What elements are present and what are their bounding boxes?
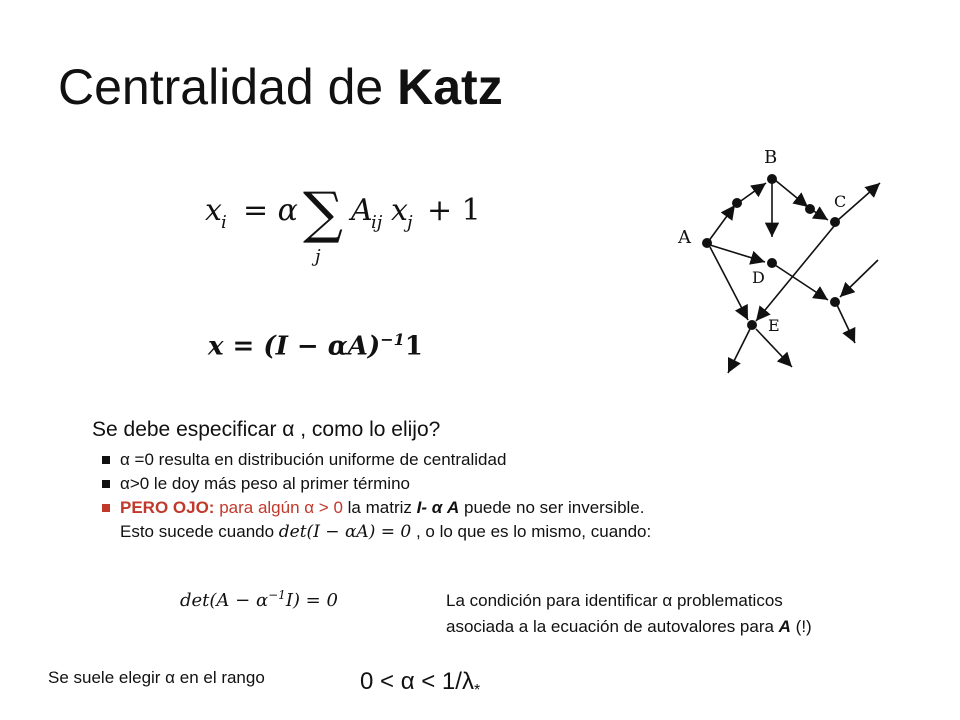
edge-n1-b xyxy=(738,183,766,203)
eq-equals-alpha: = α xyxy=(243,193,298,228)
bullet-warning xyxy=(102,496,651,520)
node-c xyxy=(830,217,840,227)
condition-line2-bold: A xyxy=(778,617,791,636)
matrix-form-one: 1 xyxy=(404,331,423,362)
eq-lhs: x xyxy=(205,193,222,228)
condition-line2-post: (!) xyxy=(790,617,812,636)
det-main: det(A − α xyxy=(180,590,269,611)
node-d xyxy=(767,258,777,268)
katz-sum-equation xyxy=(205,170,505,270)
warning-line2-math: det(I − αA) = 0 xyxy=(278,522,412,542)
warning-tail: puede no ser inversible. xyxy=(459,498,645,517)
label-b: B xyxy=(764,147,778,168)
title-bold: Katz xyxy=(397,59,503,115)
condition-line2 xyxy=(446,614,812,640)
matrix-form-equation xyxy=(208,330,423,362)
edge-d-n3 xyxy=(775,265,828,300)
edge-in-n3 xyxy=(840,260,878,297)
range-main: 0 < α < 1/λ xyxy=(360,668,474,695)
warning-middle: la matriz xyxy=(342,498,417,517)
intro-text: Se debe especificar α , como lo elijo? xyxy=(92,418,441,441)
edge-a-n1 xyxy=(708,205,735,242)
title-normal: Centralidad de xyxy=(58,59,398,115)
warning-bold: PERO OJO: xyxy=(120,498,215,517)
eq-term2: x xyxy=(391,193,408,228)
node-n3 xyxy=(830,297,840,307)
edge-e-out1 xyxy=(728,329,750,373)
edge-a-e xyxy=(710,247,748,320)
condition-line1: La condición para identificar α problematicos xyxy=(446,591,783,610)
det-tail: I) = 0 xyxy=(285,590,338,611)
node-e xyxy=(747,320,757,330)
eq-term-sub: ij xyxy=(371,212,383,233)
matrix-form-exp: −1 xyxy=(380,330,405,349)
edge-a-d xyxy=(710,245,765,262)
det-exp: −1 xyxy=(268,588,286,602)
label-a: A xyxy=(678,227,691,248)
eq-tail: + 1 xyxy=(427,193,481,228)
label-d: D xyxy=(752,268,765,287)
node-a xyxy=(702,238,712,248)
label-c: C xyxy=(834,192,847,211)
warning-line2 xyxy=(102,520,651,544)
label-e: E xyxy=(768,316,780,335)
bullet-item: α =0 resulta en distribución uniforme de centralidad xyxy=(102,448,651,472)
node-n1 xyxy=(732,198,742,208)
node-n2 xyxy=(805,204,815,214)
node-b xyxy=(767,174,777,184)
edge-n2-c xyxy=(812,210,828,220)
warning-line2-pre: Esto sucede cuando xyxy=(120,522,279,541)
eq-term2-sub: j xyxy=(407,212,413,233)
network-diagram xyxy=(660,135,910,385)
matrix-form-main: x = (I − αA) xyxy=(208,331,381,362)
det-condition-equation xyxy=(180,588,338,611)
edge-n3-out xyxy=(837,305,855,343)
slide-title xyxy=(58,59,503,115)
eq-sigma: ∑ xyxy=(303,181,343,246)
condition-line2-pre: asociada a la ecuación de autovalores para xyxy=(446,617,779,636)
range-label: Se suele elegir α en el rango xyxy=(48,668,265,687)
condition-note xyxy=(446,588,812,640)
eq-sigma-sub: j xyxy=(315,246,321,267)
warning-red-text: para algún α > 0 xyxy=(214,498,343,517)
range-expression xyxy=(360,668,480,700)
bullet-list xyxy=(102,448,651,544)
edge-b-n2 xyxy=(775,180,808,207)
eq-lhs-sub: i xyxy=(221,212,227,233)
range-sub: * xyxy=(473,681,481,699)
bullet-item: α>0 le doy más peso al primer término xyxy=(102,472,651,496)
eq-term: A xyxy=(351,193,373,228)
edge-c-e xyxy=(756,225,835,321)
warning-matrix: I- α A xyxy=(416,498,460,517)
warning-line2-post: , o lo que es lo mismo, cuando: xyxy=(411,522,652,541)
